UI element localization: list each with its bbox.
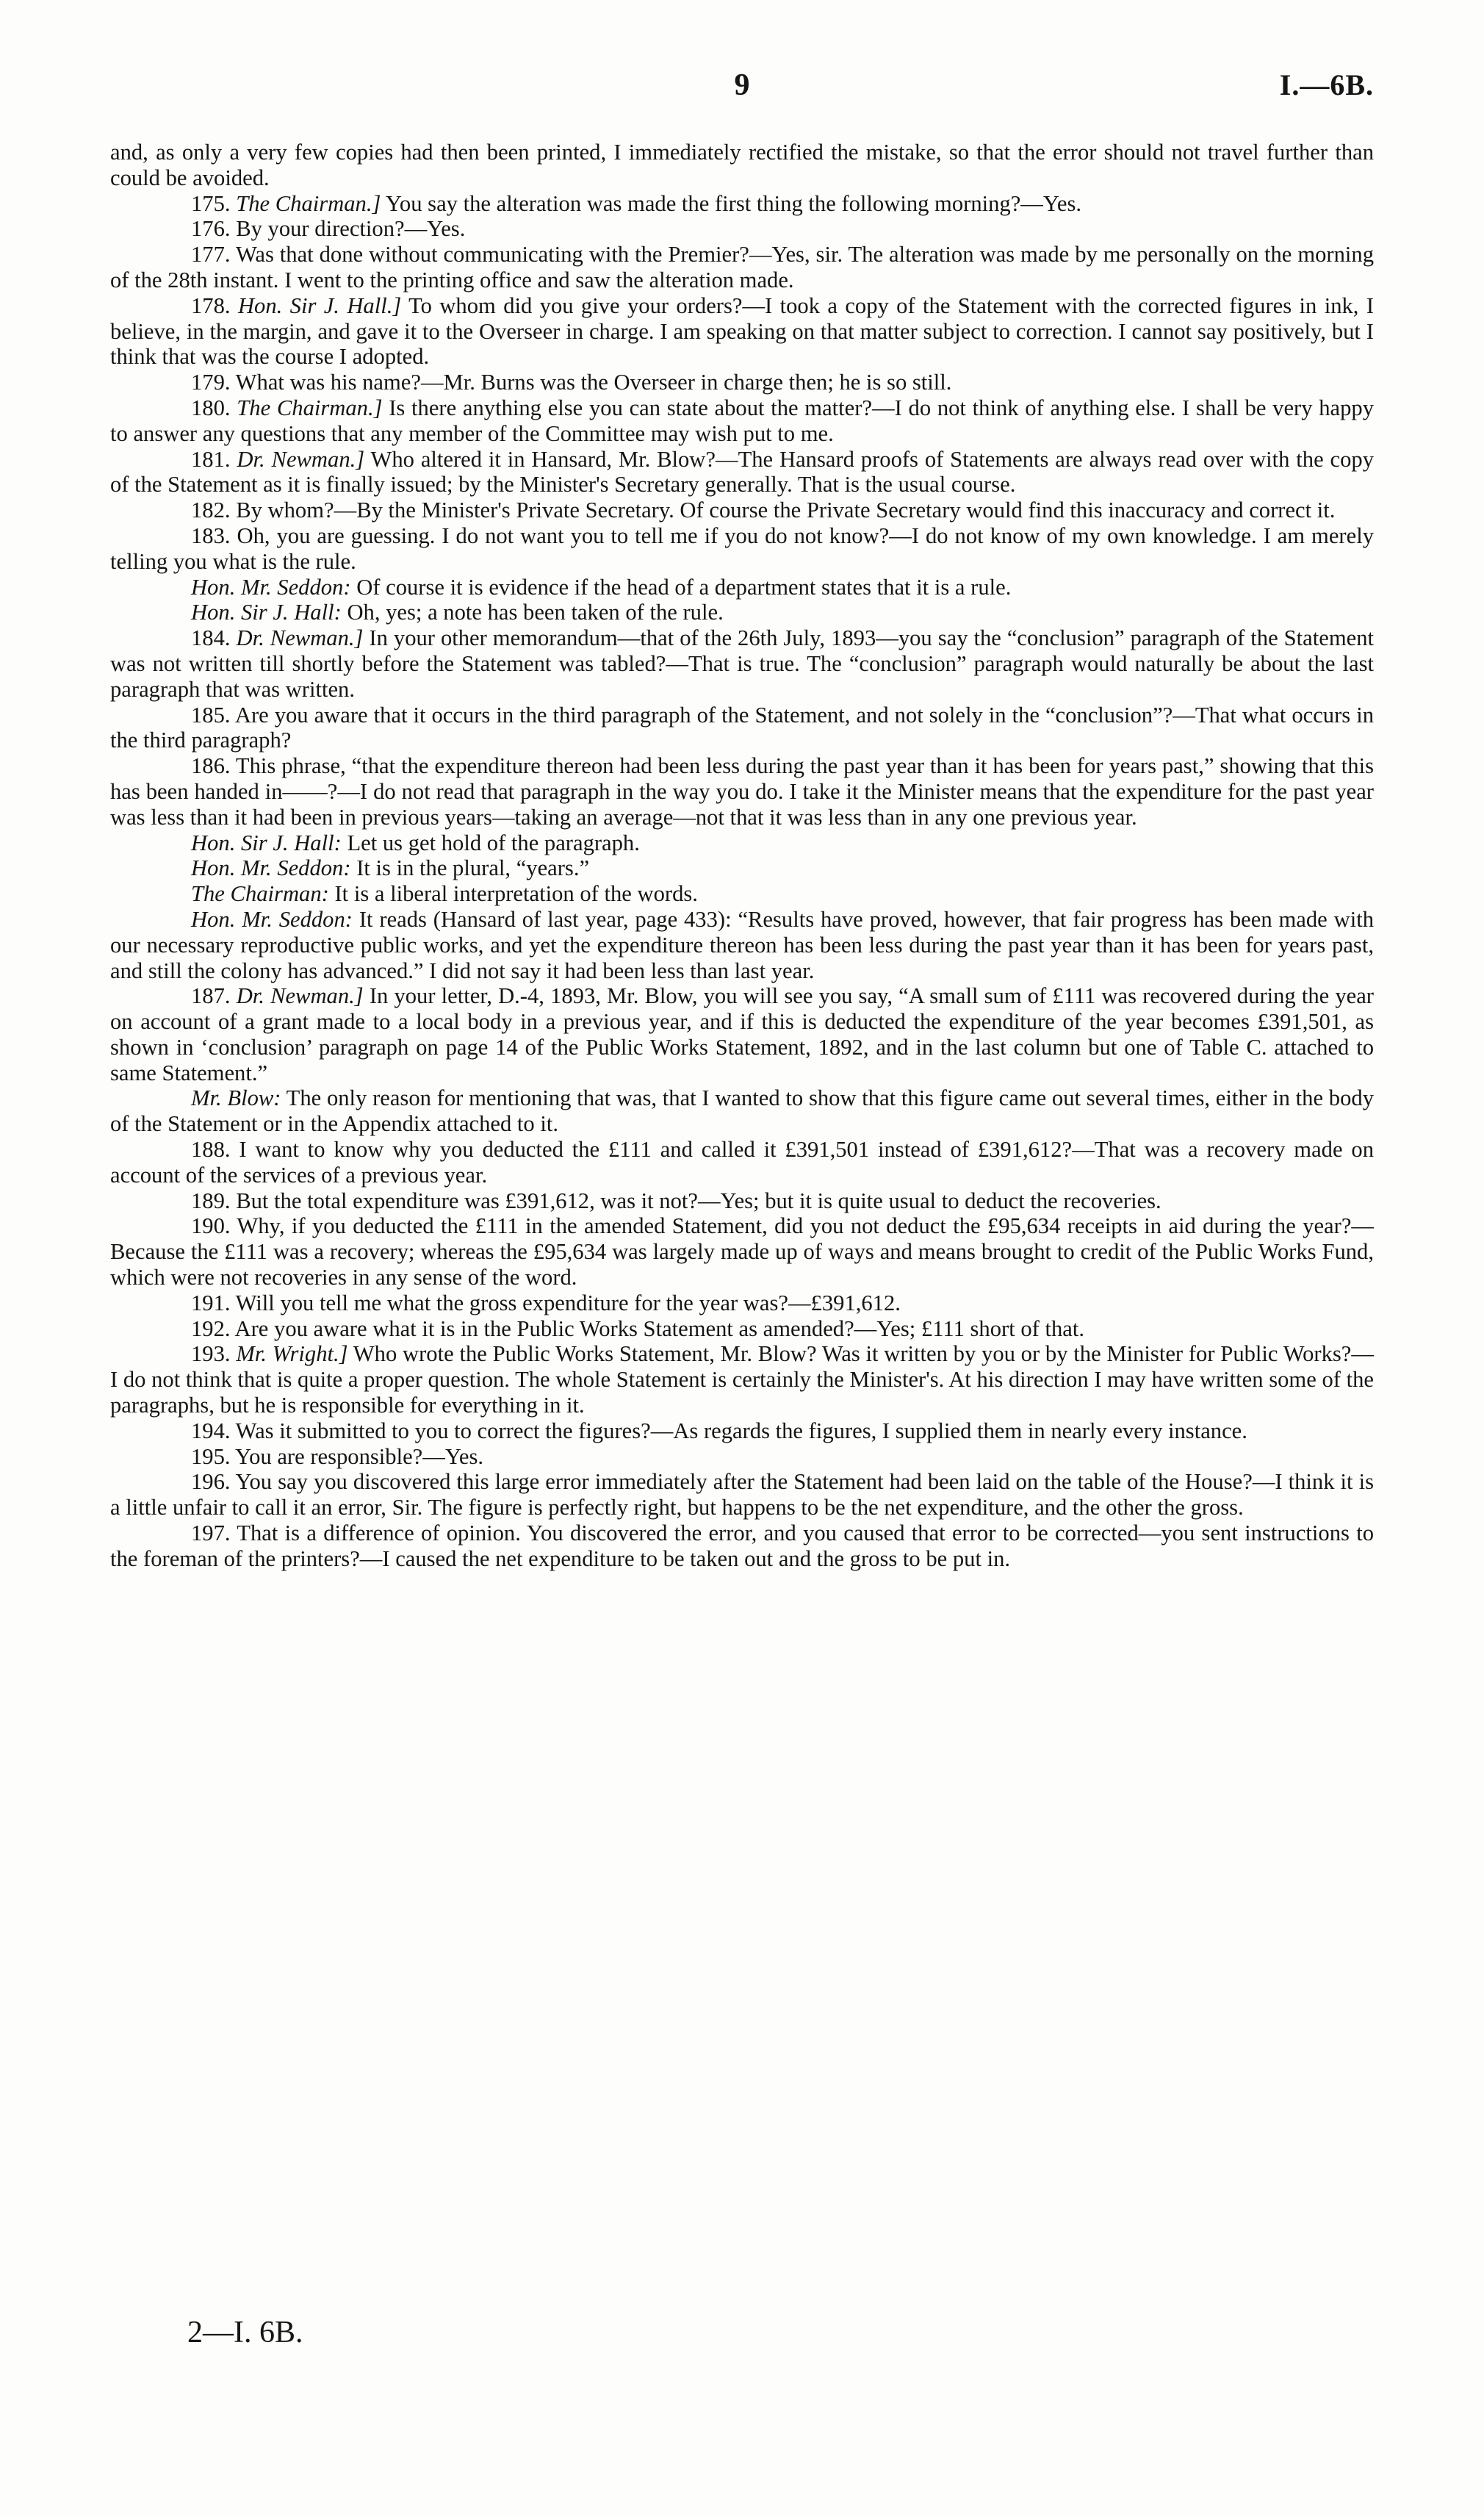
page-header bbox=[110, 68, 1374, 112]
speaker-name: Dr. Newman.] bbox=[236, 625, 364, 651]
paragraph-text: Who wrote the Public Works Statement, Mr. Blow? Was it written by you or by the Minister for Public Works?—I do not think that is quite a proper question. The whole Statement is certainly the Minister's. At his direction I may have written some of the paragraphs, but he is responsible for everything in it. bbox=[110, 1341, 1374, 1418]
testimony-paragraph bbox=[110, 1085, 1374, 1137]
testimony-paragraph bbox=[110, 395, 1374, 447]
paragraph-text: Oh, yes; a note has been taken of the rule. bbox=[341, 600, 724, 625]
testimony-paragraph bbox=[110, 1520, 1374, 1572]
paragraph-text: Of course it is evidence if the head of a department states that it is a rule. bbox=[350, 574, 1012, 600]
paragraph-text: It reads (Hansard of last year, page 433): “Results have proved, however, that fair progress has been made with our necessary reproductive public works, and yet the expenditure thereon has been less during the past year than it has been for years past, and still the colony has advanced.” I did not say it had been less than last year. bbox=[110, 906, 1374, 983]
testimony-body bbox=[110, 140, 1374, 1572]
speaker-name: Mr. Blow: bbox=[191, 1085, 281, 1111]
paragraph-text: That is a difference of opinion. You discovered the error, and you caused that error to be corrected—you sent instructions to the foreman of the printers?—I caused the net expenditure to be taken out and the gross to be put in. bbox=[110, 1520, 1374, 1571]
question-number: 197. bbox=[191, 1520, 231, 1546]
question-number: 185. bbox=[191, 702, 231, 728]
testimony-paragraph bbox=[110, 1341, 1374, 1418]
testimony-paragraph bbox=[110, 1188, 1374, 1214]
testimony-paragraph bbox=[110, 753, 1374, 830]
testimony-paragraph bbox=[110, 191, 1374, 217]
paragraph-text: Was that done without communicating with the Premier?—Yes, sir. The alteration was made by me personally on the morning of the 28th instant. I went to the printing office and saw the alteration made. bbox=[110, 242, 1374, 292]
speaker-name: Hon. Sir J. Hall: bbox=[191, 830, 342, 855]
speaker-name: Hon. Mr. Seddon: bbox=[191, 855, 351, 881]
paragraph-text: I want to know why you deducted the £111 and called it £391,501 instead of £391,612?—That was a recovery made on account of the services of a previous year. bbox=[110, 1137, 1374, 1188]
question-number: 175. bbox=[191, 190, 231, 216]
paragraph-text: What was his name?—Mr. Burns was the Overseer in charge then; he is so still. bbox=[230, 370, 952, 395]
testimony-paragraph bbox=[110, 523, 1374, 575]
testimony-paragraph bbox=[110, 1213, 1374, 1290]
paragraph-text: You are responsible?—Yes. bbox=[230, 1443, 484, 1469]
paragraph-text: It is in the plural, “years.” bbox=[350, 855, 590, 881]
testimony-paragraph bbox=[110, 575, 1374, 600]
testimony-paragraph bbox=[110, 855, 1374, 881]
testimony-paragraph bbox=[110, 447, 1374, 498]
paragraph-text: Are you aware what it is in the Public Works Statement as amended?—Yes; £111 short of that. bbox=[230, 1315, 1085, 1341]
paragraph-text: Was it submitted to you to correct the figures?—As regards the figures, I supplied them in nearly every instance. bbox=[230, 1418, 1247, 1443]
question-number: 193. bbox=[191, 1341, 231, 1367]
paragraph-text: By whom?—By the Minister's Private Secretary. Of course the Private Secretary would find this inaccuracy and correct it. bbox=[230, 498, 1336, 523]
question-number: 177. bbox=[191, 242, 231, 268]
paragraph-text: Oh, you are guessing. I do not want you to tell me if you do not know?—I do not know of my own knowledge. I am merely telling you what is the rule. bbox=[110, 523, 1374, 574]
question-number: 189. bbox=[191, 1188, 231, 1213]
testimony-paragraph bbox=[110, 498, 1374, 523]
testimony-paragraph bbox=[110, 1290, 1374, 1316]
paragraph-text: Are you aware that it occurs in the third paragraph of the Statement, and not solely in the “conclusion”?—That what occurs in the third paragraph? bbox=[110, 702, 1374, 753]
question-number: 183. bbox=[191, 523, 231, 548]
testimony-paragraph bbox=[110, 216, 1374, 242]
question-number: 194. bbox=[191, 1418, 231, 1443]
paragraph-text: By your direction?—Yes. bbox=[230, 216, 466, 242]
paragraph-text: Who altered it in Hansard, Mr. Blow?—The Hansard proofs of Statements are always read over with the copy of the Statement as it is finally issued; by the Minister's Secretary generally. That is the usual course. bbox=[110, 446, 1375, 498]
question-number: 180. bbox=[191, 395, 231, 420]
testimony-paragraph bbox=[110, 625, 1374, 702]
question-number: 176. bbox=[191, 216, 231, 242]
testimony-paragraph bbox=[110, 600, 1374, 625]
speaker-name: Dr. Newman.] bbox=[236, 983, 364, 1009]
document-reference: I.—6B. bbox=[1279, 68, 1374, 101]
speaker-name: The Chairman: bbox=[191, 881, 329, 907]
speaker-name: The Chairman.] bbox=[236, 190, 381, 216]
testimony-paragraph bbox=[110, 983, 1374, 1085]
speaker-name: Hon. Sir J. Hall.] bbox=[237, 292, 402, 318]
testimony-paragraph bbox=[110, 370, 1374, 395]
testimony-paragraph bbox=[110, 242, 1374, 293]
paragraph-text: It is a liberal interpretation of the words. bbox=[328, 881, 698, 907]
question-number: 178. bbox=[191, 292, 231, 318]
testimony-paragraph bbox=[110, 140, 1374, 191]
paragraph-text: Why, if you deducted the £111 in the amended Statement, did you not deduct the £95,634 receipts in aid during the year?—Because the £111 was a recovery; whereas the £95,634 was largely made up of ways and means brought to credit of the Public Works Fund, which were not recoveries in any sense of the word. bbox=[110, 1213, 1374, 1290]
question-number: 192. bbox=[191, 1315, 231, 1341]
question-number: 181. bbox=[191, 446, 231, 472]
paragraph-text: The only reason for mentioning that was, that I wanted to show that this figure came out several times, either in the body of the Statement or in the Appendix attached to it. bbox=[110, 1085, 1374, 1137]
speaker-name: Mr. Wright.] bbox=[236, 1341, 348, 1367]
paragraph-text: In your other memorandum—that of the 26th July, 1893—you say the “conclusion” paragraph of the Statement was not written till shortly before the Statement was tabled?—That is true. The “conclusion” paragraph would naturally be about the last paragraph that was written. bbox=[110, 625, 1374, 702]
paragraph-text: You say you discovered this large error immediately after the Statement had been laid on the table of the House?—I think it is a little unfair to call it an error, Sir. The figure is perfectly right, but happens to be the net expenditure, and the other the gross. bbox=[110, 1469, 1374, 1520]
testimony-paragraph bbox=[110, 703, 1374, 754]
question-number: 196. bbox=[191, 1469, 231, 1495]
speaker-name: Dr. Newman.] bbox=[237, 446, 365, 472]
testimony-paragraph bbox=[110, 881, 1374, 907]
testimony-paragraph bbox=[110, 293, 1374, 370]
question-number: 188. bbox=[191, 1137, 231, 1163]
speaker-name: The Chairman.] bbox=[237, 395, 383, 420]
paragraph-text: Let us get hold of the paragraph. bbox=[341, 830, 640, 855]
testimony-paragraph bbox=[110, 1316, 1374, 1342]
question-number: 190. bbox=[191, 1213, 231, 1239]
testimony-paragraph bbox=[110, 907, 1374, 983]
paragraph-text: In your letter, D.-4, 1893, Mr. Blow, you will see you say, “A small sum of £111 was recovered during the year on account of a grant made to a local body in a previous year, and if this is deducted the expenditure of the year becomes £391,501, as shown in ‘conclusion’ paragraph on page 14 of the Public Works Statement, 1892, and in the last column but one of Table C. attached to same Statement.” bbox=[110, 983, 1374, 1085]
question-number: 182. bbox=[191, 498, 231, 523]
paragraph-text: Is there anything else you can state about the matter?—I do not think of anything else. I shall be very happy to answer any questions that any member of the Committee may wish put to me. bbox=[110, 395, 1374, 446]
question-number: 187. bbox=[191, 983, 231, 1009]
testimony-paragraph bbox=[110, 1444, 1374, 1470]
paragraph-text: This phrase, “that the expenditure thereon had been less during the past year than it has been for years past,” showing that this has been handed in——?—I do not read that paragraph in the way you do. I take it the Minister means that the expenditure for the past year was less than it had been in previous years—taking an average—not that it was less than in any one previous year. bbox=[110, 753, 1374, 830]
speaker-name: Hon. Sir J. Hall: bbox=[191, 600, 342, 625]
question-number: 179. bbox=[191, 370, 231, 395]
printer-signature: 2—I. 6B. bbox=[187, 2316, 303, 2349]
page-number: 9 bbox=[734, 68, 750, 102]
question-number: 195. bbox=[191, 1443, 231, 1469]
question-number: 186. bbox=[191, 753, 231, 779]
speaker-name: Hon. Mr. Seddon: bbox=[191, 574, 351, 600]
testimony-paragraph bbox=[110, 830, 1374, 856]
paragraph-text: Will you tell me what the gross expenditure for the year was?—£391,612. bbox=[230, 1290, 901, 1315]
paragraph-text: and, as only a very few copies had then been printed, I immediately rectified the mistake, so that the error should not travel further than could be avoided. bbox=[110, 140, 1374, 190]
testimony-paragraph bbox=[110, 1418, 1374, 1444]
question-number: 184. bbox=[191, 625, 231, 651]
paragraph-text: To whom did you give your orders?—I took a copy of the Statement with the corrected figures in ink, I believe, in the margin, and gave it to the Overseer in charge. I am speaking on that matter subject to correction. I cannot say positively, but I think that was the course I adopted. bbox=[110, 292, 1375, 370]
paragraph-text: But the total expenditure was £391,612, was it not?—Yes; but it is quite usual to deduct the recoveries. bbox=[230, 1188, 1161, 1213]
testimony-paragraph bbox=[110, 1469, 1374, 1520]
speaker-name: Hon. Mr. Seddon: bbox=[191, 906, 353, 932]
paragraph-text: You say the alteration was made the first thing the following morning?—Yes. bbox=[381, 190, 1082, 216]
question-number: 191. bbox=[191, 1290, 231, 1315]
testimony-paragraph bbox=[110, 1137, 1374, 1188]
